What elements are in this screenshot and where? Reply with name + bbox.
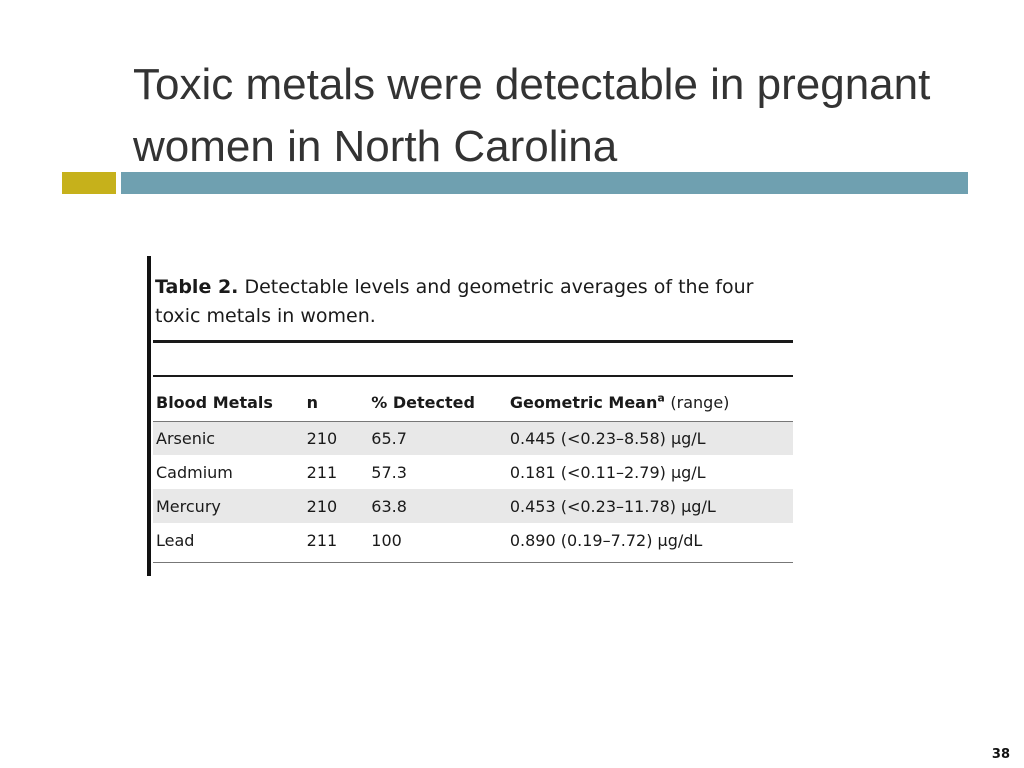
header-range-suffix: (range) (670, 392, 730, 412)
table-caption-text: Detectable levels and geometric averages of the four toxic metals in women. (155, 276, 754, 327)
table-row-arsenic (153, 421, 793, 455)
cell-mean: 0.445 (<0.23–8.58) µg/L (507, 421, 793, 455)
cell-metal: Arsenic (153, 421, 304, 455)
figure-left-rule (147, 256, 151, 576)
cell-detected: 65.7 (368, 421, 507, 455)
header-geometric-mean (507, 383, 793, 421)
cell-metal: Mercury (153, 489, 304, 523)
cell-mean: 0.181 (<0.11–2.79) µg/L (509, 462, 706, 482)
accent-bar-teal (121, 172, 968, 194)
cell-mean: 0.890 (0.19–7.72) µg/dL (509, 530, 703, 550)
table-header-row (153, 383, 793, 421)
cell-mean: 0.453 (<0.23–11.78) µg/L (507, 489, 793, 523)
accent-bar-gold (62, 172, 116, 194)
header-blood-metals: Blood Metals (156, 392, 273, 412)
table-row-cadmium (153, 455, 793, 489)
cell-n: 210 (304, 421, 369, 455)
table-header-top-rule (153, 375, 793, 377)
table-figure (147, 256, 794, 576)
table-row-mercury (153, 489, 793, 523)
cell-n: 210 (304, 489, 369, 523)
page-number: 38 (991, 747, 1010, 762)
header-superscript: a (657, 391, 665, 405)
table-bottom-rule (153, 562, 793, 563)
table-top-rule (153, 340, 793, 343)
cell-n: 211 (306, 530, 338, 550)
table-header-bottom-rule (153, 421, 793, 422)
cell-detected: 57.3 (371, 462, 407, 482)
cell-detected: 63.8 (368, 489, 507, 523)
cell-detected: 100 (371, 530, 402, 550)
metals-table (153, 383, 793, 557)
header-n: n (306, 392, 319, 412)
slide-title: Toxic metals were detectable in pregnant women in North Carolina (133, 60, 931, 171)
header-geometric-mean-label: Geometric Mean (509, 392, 658, 412)
table-caption (155, 273, 785, 331)
table-row-lead (153, 523, 793, 557)
header-percent-detected: % Detected (371, 392, 475, 412)
cell-metal: Cadmium (156, 462, 233, 482)
cell-metal: Lead (156, 530, 195, 550)
table-caption-label: Table 2. (155, 276, 239, 298)
cell-n: 211 (306, 462, 338, 482)
